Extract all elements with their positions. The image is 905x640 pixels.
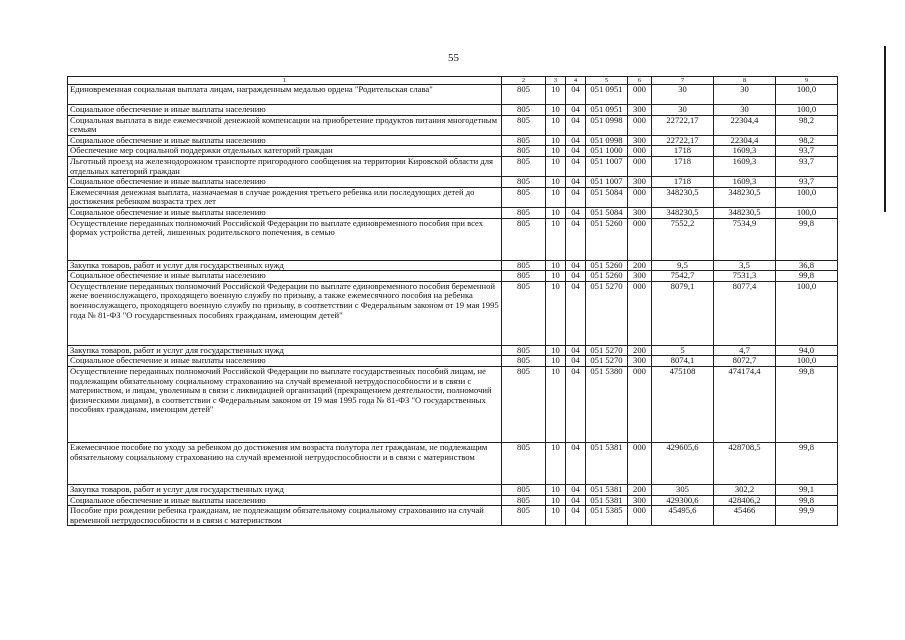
row-target-code: 051 1007 [586,177,628,188]
row-section-code: 10 [546,356,566,367]
row-target-code: 051 5380 [586,366,628,442]
row-expense-type-code: 000 [628,218,652,260]
row-planned-amount: 8079,1 [652,281,714,345]
row-executed-amount: 348230,5 [714,187,776,207]
row-subsection-code: 04 [566,105,586,116]
row-planned-amount: 5 [652,345,714,356]
table-row [68,484,838,495]
budget-table-container [67,76,837,526]
row-subsection-code: 04 [566,442,586,484]
row-target-code: 051 5385 [586,506,628,526]
row-target-code: 051 0998 [586,115,628,135]
table-row [68,146,838,157]
row-expense-type-code: 300 [628,495,652,506]
row-expense-type-code: 300 [628,207,652,218]
row-executed-amount: 4,7 [714,345,776,356]
row-target-code: 051 5381 [586,484,628,495]
row-executed-amount: 474174,4 [714,366,776,442]
row-section-code: 10 [546,442,566,484]
row-section-code: 10 [546,260,566,271]
row-description: Ежемесячная денежная выплата, назначаемая в случае рождения третьего ребенка или последующих детей до достижения ребенком возраста трех лет [68,187,502,207]
row-ministry-code: 805 [502,345,546,356]
row-section-code: 10 [546,271,566,282]
row-execution-percent: 99,8 [776,442,838,484]
table-row [68,366,838,442]
row-subsection-code: 04 [566,495,586,506]
row-target-code: 051 5260 [586,271,628,282]
row-target-code: 051 5381 [586,442,628,484]
row-section-code: 10 [546,146,566,157]
row-ministry-code: 805 [502,271,546,282]
row-expense-type-code: 300 [628,271,652,282]
table-row [68,442,838,484]
table-row [68,135,838,146]
table-row [68,187,838,207]
row-expense-type-code: 300 [628,356,652,367]
row-execution-percent: 93,7 [776,156,838,176]
row-expense-type-code: 000 [628,506,652,526]
row-ministry-code: 805 [502,260,546,271]
row-executed-amount: 22304,4 [714,115,776,135]
row-description: Социальное обеспечение и иные выплаты населению [68,495,502,506]
row-expense-type-code: 300 [628,177,652,188]
row-ministry-code: 805 [502,366,546,442]
row-ministry-code: 805 [502,218,546,260]
row-execution-percent: 93,7 [776,177,838,188]
row-planned-amount: 30 [652,105,714,116]
row-ministry-code: 805 [502,484,546,495]
table-row [68,260,838,271]
row-planned-amount: 30 [652,85,714,105]
row-target-code: 051 1000 [586,146,628,157]
row-target-code: 051 5260 [586,218,628,260]
row-target-code: 051 5260 [586,260,628,271]
row-planned-amount: 348230,5 [652,187,714,207]
row-subsection-code: 04 [566,260,586,271]
row-subsection-code: 04 [566,85,586,105]
table-row [68,281,838,345]
row-planned-amount: 9,5 [652,260,714,271]
row-executed-amount: 1609,3 [714,146,776,157]
row-section-code: 10 [546,218,566,260]
row-subsection-code: 04 [566,146,586,157]
row-expense-type-code: 000 [628,115,652,135]
table-row [68,506,838,526]
row-description: Обеспечение мер социальной поддержки отдельных категорий граждан [68,146,502,157]
row-target-code: 051 0951 [586,85,628,105]
row-expense-type-code: 000 [628,85,652,105]
row-section-code: 10 [546,135,566,146]
row-target-code: 051 5270 [586,281,628,345]
row-subsection-code: 04 [566,156,586,176]
row-subsection-code: 04 [566,207,586,218]
row-subsection-code: 04 [566,281,586,345]
table-row [68,85,838,105]
table-row [68,345,838,356]
row-subsection-code: 04 [566,356,586,367]
column-header: 4 [566,77,586,85]
row-section-code: 10 [546,207,566,218]
table-row [68,177,838,188]
row-execution-percent: 99,8 [776,271,838,282]
row-executed-amount: 428708,5 [714,442,776,484]
row-subsection-code: 04 [566,506,586,526]
row-execution-percent: 99,8 [776,495,838,506]
page-number: 55 [448,52,459,64]
row-subsection-code: 04 [566,218,586,260]
row-description: Социальное обеспечение и иные выплаты населению [68,105,502,116]
table-row [68,495,838,506]
row-ministry-code: 805 [502,495,546,506]
row-section-code: 10 [546,85,566,105]
row-execution-percent: 100,0 [776,105,838,116]
row-target-code: 051 5270 [586,345,628,356]
row-description: Льготный проезд на железнодорожном транспорте пригородного сообщения на территории Кировской области для отдельных категорий граждан [68,156,502,176]
row-planned-amount: 429300,6 [652,495,714,506]
row-expense-type-code: 000 [628,156,652,176]
row-planned-amount: 1718 [652,156,714,176]
row-target-code: 051 5084 [586,187,628,207]
row-description: Социальное обеспечение и иные выплаты населению [68,135,502,146]
margin-rule [884,46,886,212]
row-planned-amount: 8074,1 [652,356,714,367]
row-section-code: 10 [546,506,566,526]
row-section-code: 10 [546,345,566,356]
row-subsection-code: 04 [566,484,586,495]
row-executed-amount: 8072,7 [714,356,776,367]
row-description: Социальное обеспечение и иные выплаты населению [68,356,502,367]
column-header: 7 [652,77,714,85]
row-target-code: 051 1007 [586,156,628,176]
row-planned-amount: 305 [652,484,714,495]
table-body [68,85,838,526]
row-description: Осуществление переданных полномочий Российской Федерации по выплате единовременного пособия при всех формах устройства детей, лишенных родительского попечения, в семью [68,218,502,260]
row-expense-type-code: 000 [628,187,652,207]
row-executed-amount: 30 [714,105,776,116]
row-ministry-code: 805 [502,207,546,218]
row-execution-percent: 100,0 [776,85,838,105]
row-ministry-code: 805 [502,356,546,367]
row-planned-amount: 1718 [652,146,714,157]
row-expense-type-code: 200 [628,260,652,271]
row-description: Социальное обеспечение и иные выплаты населению [68,177,502,188]
row-description: Закупка товаров, работ и услуг для государственных нужд [68,345,502,356]
row-executed-amount: 7531,3 [714,271,776,282]
row-executed-amount: 348230,5 [714,207,776,218]
column-header: 8 [714,77,776,85]
row-description: Осуществление переданных полномочий Российской Федерации по выплате государственных пособий лицам, не подлежащим обязательному социальному страхованию на случай временной нетрудоспособности и в связи с материнством, и лицам, уволенным в связи с ликвидацией организаций (прекращением деятельности, полномочий физическими лицами), в соответствии с Федеральным законом от 19 мая 1995 года № 81-ФЗ "О государственных пособиях гражданам, имеющим детей" [68,366,502,442]
table-row [68,218,838,260]
row-description: Осуществление переданных полномочий Российской Федерации по выплате единовременного пособия беременной жене военнослужащего, проходящего военную службу по призыву, а также ежемесячного пособия на ребенка военнослужащего, проходящего военную службу по призыву, в соответствии с Федеральным законом от 19 мая 1995 года № 81-ФЗ "О государственных пособиях гражданам, имеющим детей" [68,281,502,345]
row-executed-amount: 302,2 [714,484,776,495]
row-planned-amount: 7552,2 [652,218,714,260]
row-execution-percent: 99,8 [776,366,838,442]
row-description: Социальное обеспечение и иные выплаты населению [68,271,502,282]
row-ministry-code: 805 [502,146,546,157]
row-description: Социальная выплата в виде ежемесячной денежной компенсации на приобретение продуктов питания многодетным семьям [68,115,502,135]
row-description: Ежемесячное пособие по уходу за ребенком до достижения им возраста полутора лет гражданам, не подлежащим обязательному социальному страхованию на случай временной нетрудоспособности и в связи с материнством [68,442,502,484]
row-description: Закупка товаров, работ и услуг для государственных нужд [68,260,502,271]
row-section-code: 10 [546,281,566,345]
column-header: 3 [546,77,566,85]
row-subsection-code: 04 [566,115,586,135]
table-row [68,105,838,116]
table-header-row [68,77,838,85]
row-planned-amount: 1718 [652,177,714,188]
row-executed-amount: 1609,3 [714,156,776,176]
row-subsection-code: 04 [566,271,586,282]
row-section-code: 10 [546,177,566,188]
row-execution-percent: 100,0 [776,207,838,218]
row-description: Пособие при рождении ребенка гражданам, не подлежащим обязательному социальному страхованию на случай временной нетрудоспособности и в связи с материнством [68,506,502,526]
row-ministry-code: 805 [502,442,546,484]
row-executed-amount: 8077,4 [714,281,776,345]
row-ministry-code: 805 [502,85,546,105]
row-subsection-code: 04 [566,345,586,356]
row-expense-type-code: 200 [628,484,652,495]
row-executed-amount: 428406,2 [714,495,776,506]
row-section-code: 10 [546,115,566,135]
row-planned-amount: 45495,6 [652,506,714,526]
row-ministry-code: 805 [502,187,546,207]
row-execution-percent: 36,8 [776,260,838,271]
table-row [68,207,838,218]
row-executed-amount: 30 [714,85,776,105]
row-subsection-code: 04 [566,366,586,442]
column-header: 6 [628,77,652,85]
row-section-code: 10 [546,156,566,176]
row-planned-amount: 348230,5 [652,207,714,218]
row-planned-amount: 429605,6 [652,442,714,484]
column-header: 5 [586,77,628,85]
row-execution-percent: 100,0 [776,356,838,367]
row-expense-type-code: 000 [628,366,652,442]
row-target-code: 051 5084 [586,207,628,218]
row-execution-percent: 99,1 [776,484,838,495]
row-description: Единовременная социальная выплата лицам, награжденным медалью ордена "Родительская слава" [68,85,502,105]
row-ministry-code: 805 [502,506,546,526]
row-expense-type-code: 000 [628,442,652,484]
row-execution-percent: 98,2 [776,135,838,146]
row-section-code: 10 [546,484,566,495]
row-description: Закупка товаров, работ и услуг для государственных нужд [68,484,502,495]
row-ministry-code: 805 [502,115,546,135]
row-expense-type-code: 000 [628,146,652,157]
row-executed-amount: 22304,4 [714,135,776,146]
row-executed-amount: 3,5 [714,260,776,271]
row-planned-amount: 475108 [652,366,714,442]
row-expense-type-code: 200 [628,345,652,356]
row-section-code: 10 [546,366,566,442]
row-subsection-code: 04 [566,187,586,207]
row-executed-amount: 45466 [714,506,776,526]
column-header: 1 [68,77,502,85]
row-ministry-code: 805 [502,156,546,176]
row-execution-percent: 98,2 [776,115,838,135]
row-execution-percent: 100,0 [776,187,838,207]
row-target-code: 051 5270 [586,356,628,367]
budget-table [67,76,838,526]
row-expense-type-code: 300 [628,135,652,146]
row-planned-amount: 22722,17 [652,115,714,135]
table-row [68,115,838,135]
row-section-code: 10 [546,187,566,207]
row-target-code: 051 0998 [586,135,628,146]
row-execution-percent: 100,0 [776,281,838,345]
column-header: 9 [776,77,838,85]
table-row [68,271,838,282]
row-execution-percent: 99,8 [776,218,838,260]
row-section-code: 10 [546,105,566,116]
column-header: 2 [502,77,546,85]
row-executed-amount: 1609,3 [714,177,776,188]
row-execution-percent: 93,7 [776,146,838,157]
row-ministry-code: 805 [502,105,546,116]
row-expense-type-code: 000 [628,281,652,345]
row-ministry-code: 805 [502,135,546,146]
row-section-code: 10 [546,495,566,506]
row-ministry-code: 805 [502,281,546,345]
row-planned-amount: 7542,7 [652,271,714,282]
row-target-code: 051 0951 [586,105,628,116]
row-execution-percent: 94,0 [776,345,838,356]
row-ministry-code: 805 [502,177,546,188]
row-expense-type-code: 300 [628,105,652,116]
table-row [68,156,838,176]
row-target-code: 051 5381 [586,495,628,506]
row-execution-percent: 99,9 [776,506,838,526]
row-planned-amount: 22722,17 [652,135,714,146]
row-subsection-code: 04 [566,177,586,188]
row-description: Социальное обеспечение и иные выплаты населению [68,207,502,218]
row-subsection-code: 04 [566,135,586,146]
row-executed-amount: 7534,9 [714,218,776,260]
table-row [68,356,838,367]
